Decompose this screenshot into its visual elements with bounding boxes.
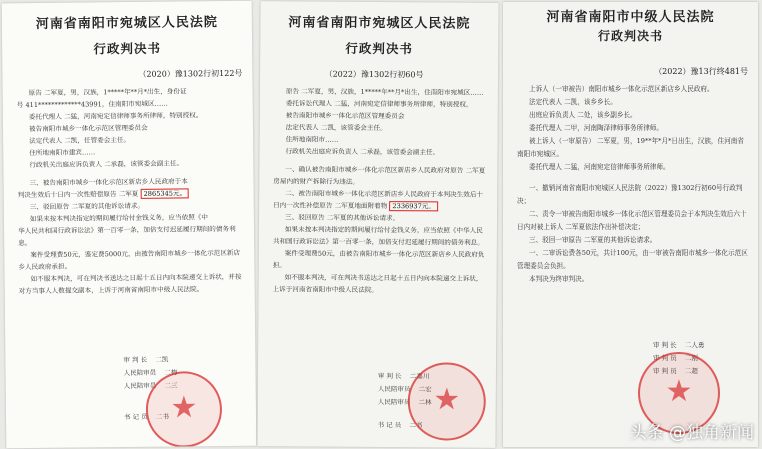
party-line: 委托诉讼代理人 二猛，河南宛定信律师事务所律师，特别授权。 xyxy=(285,99,473,109)
judgment-line: 三、驳回原告 二军夏的其他诉讼请求。 xyxy=(29,201,145,212)
court-seal xyxy=(146,368,223,448)
party-line: 原告 二军夏，男，汉族，1*****年**月*出生，住南阳市宛城区…… xyxy=(285,87,484,97)
judgment-line: 本判决为终审判决。 xyxy=(529,275,589,283)
document-title: 行政判决书 xyxy=(93,40,161,57)
sig-name: 二梅 xyxy=(164,368,178,377)
party-line: 委托代理人 二猛，河南宛定信律师事务所律师，特别授权。 xyxy=(28,111,203,122)
party-line: 法定代表人 二凯，该管委会主任。 xyxy=(285,123,387,133)
judgment-line: 三、被告南阳市城乡一体化示范区新店乡人民政府于本 xyxy=(29,177,188,188)
judgment-line: 一、确认被告南阳市城乡一体化示范区新店乡人民政府对原告 二军夏房屋内的财产拆除行为违法。 xyxy=(273,165,486,186)
sig-name: 二三 xyxy=(164,381,178,390)
document-body xyxy=(3,85,255,298)
sig-label: 人民陪审员 xyxy=(377,385,411,394)
sig-label: 书 记 员 xyxy=(377,421,402,430)
sig-name: 二书 xyxy=(409,421,423,430)
party-line: 委托代理人 二猛，河南宛定信律师事务所律师。 xyxy=(529,163,670,171)
judgment-document-2 xyxy=(257,1,498,448)
party-line: 行政机关出庭应诉负责人 二承磊，该管委会副主任。 xyxy=(285,147,440,157)
sig-label: 人民陪审员 xyxy=(123,368,157,378)
judgment-line: 二、被告南阳市城乡一体化示范区新店乡人民政府于本判决生效后十日内一次性补偿原告 二军夏地面附着物 xyxy=(273,189,484,211)
party-line: 出庭应诉负责人 二处，该乡副乡长。 xyxy=(529,111,637,119)
party-line: 行政机关出庭应诉负责人 二承磊，该管委会副主任。 xyxy=(29,159,184,170)
sig-name: 二宏 xyxy=(418,385,432,394)
sig-name: 二凯 xyxy=(155,355,169,364)
document-title: 行政判决书 xyxy=(597,29,663,43)
judgment-line: 如不服本判决，可在判决书送达之日起十五日内向本院递交上诉状，并按对方当事人人数提交副本，上诉于河南省南阳市中级人民法院。 xyxy=(18,272,242,296)
seal-emblem-icon: ★ xyxy=(170,390,198,426)
party-line: 被告南阳市城乡一体化示范区管理委员会 xyxy=(285,111,405,121)
document-body xyxy=(259,85,498,297)
seal-emblem-icon: ★ xyxy=(433,382,461,418)
judgment-document-3 xyxy=(503,2,758,447)
judgment-line: 如不服本判决，可在判决书送达之日起十五日内向本院递交上诉状，上诉于河南省南阳市中级人民法院。 xyxy=(272,273,483,295)
sig-label: 审 判 长 xyxy=(123,355,148,365)
judgment-line: 如果未按本判决指定的期间履行给付金钱义务，应当依照《中 xyxy=(29,213,209,224)
document-title: 行政判决书 xyxy=(345,40,414,57)
sig-label: 审 判 员 xyxy=(653,354,677,362)
document-body xyxy=(503,83,758,286)
sig-label: 审 判 长 xyxy=(377,372,402,381)
sig-name: 二人勇 xyxy=(684,341,705,349)
sig-name: 二嘉川 xyxy=(409,372,430,381)
court-name: 河南省南阳市中级人民法院 xyxy=(546,10,715,25)
party-line: 住所地南阳市…… xyxy=(285,135,339,144)
party-line: 被告南阳市城乡一体化示范区管理委员会 xyxy=(28,123,148,134)
judgment-line: 一、二审诉讼费各50元，共计100元，由一审被告南阳市城乡一体化示范区管理委员会负担。 xyxy=(517,249,748,270)
source-watermark: 头条 @独角新闻 xyxy=(629,423,754,443)
case-number: （2020）豫1302行初122号 xyxy=(138,68,243,79)
sig-label: 审 判 长 xyxy=(653,341,677,349)
party-line: 法定代表人 二凯，该乡乡长。 xyxy=(529,98,617,106)
judgment-line: 案件受理费50元，鉴定费5000元，由被告南阳市城乡一体化示范区新店乡人民政府承担。 xyxy=(18,248,241,272)
sig-name: 二超 xyxy=(684,367,698,375)
highlighted-amount: 2865345元。 xyxy=(141,188,190,199)
party-line: 被上诉人（一审原告） 二军夏，男，19**年*月*日出生，汉族，住河南省南阳市宛城区。 xyxy=(517,137,744,158)
judgment-line: 判决生效后十日内一次性赔偿原告 二军夏 xyxy=(17,189,139,200)
court-seal xyxy=(407,362,486,441)
judgment-document-1 xyxy=(2,1,257,449)
party-line: 上诉人（一审被告）南阳市城乡一体化示范区新店乡人民政府。 xyxy=(529,85,714,93)
judgment-line: 三、驳回原告 二军夏的其他诉讼请求。 xyxy=(285,213,400,223)
party-line: 法定代表人 二凯，任管委会主任。 xyxy=(29,135,131,146)
party-line: 原告 二军夏，男，汉族，1*****年**月*出生，身份证 xyxy=(28,87,187,98)
sig-label: 人民陪审员 xyxy=(123,381,157,391)
judgment-line: 华人民共和国行政诉讼法》第一百零一条，加倍支付迟延履行期间的债务利息。 xyxy=(18,224,236,248)
party-line: 委托代理人 二甲，河南陶泽律师事务所律师。 xyxy=(529,124,663,132)
judgment-line: 三、驳回一审原告 二军夏的其他诉讼请求。 xyxy=(529,236,657,244)
judgment-line: 一、撤销河南省南阳市宛城区人民法院（2022）豫1302行初60号行政判决； xyxy=(517,184,743,205)
case-number: （2022）豫1302行初60号 xyxy=(324,69,424,80)
case-number: （2022）豫13行终481号 xyxy=(654,67,748,76)
judgment-line: 案件受理费50元，由被告南阳市城乡一体化示范区新店乡人民政府负担。 xyxy=(272,249,485,270)
sig-name: 二林 xyxy=(418,398,432,407)
highlighted-amount: 2336937元。 xyxy=(389,201,438,211)
party-line: 住所地南阳市建宾…… xyxy=(29,148,96,158)
court-name: 河南省南阳市宛城区人民法院 xyxy=(288,15,471,32)
sig-label: 审 判 员 xyxy=(653,367,677,375)
sig-name: 二刚 xyxy=(684,354,698,362)
court-name: 河南省南阳市宛城区人民法院 xyxy=(35,15,218,32)
judgment-line: 如果未按本判决指定的期间履行给付金钱义务，应当依照《中华人民共和国行政诉讼法》第一百零一条，加倍支付迟延履行期间的债务利息。 xyxy=(272,225,484,247)
judgment-line: 二、责令一审被告南阳市城乡一体化示范区管理委员会于本判决生效后六十日内对被上诉人 二军夏依法作出补偿决定； xyxy=(517,210,747,231)
seal-emblem-icon: ★ xyxy=(665,373,693,409)
sig-label: 书 记 员 xyxy=(123,412,148,422)
party-line: 号 411*************43991，住南阳市宛城区…… xyxy=(16,99,168,110)
sig-label: 人民陪审员 xyxy=(377,398,411,407)
sig-name: 二书 xyxy=(155,412,169,421)
